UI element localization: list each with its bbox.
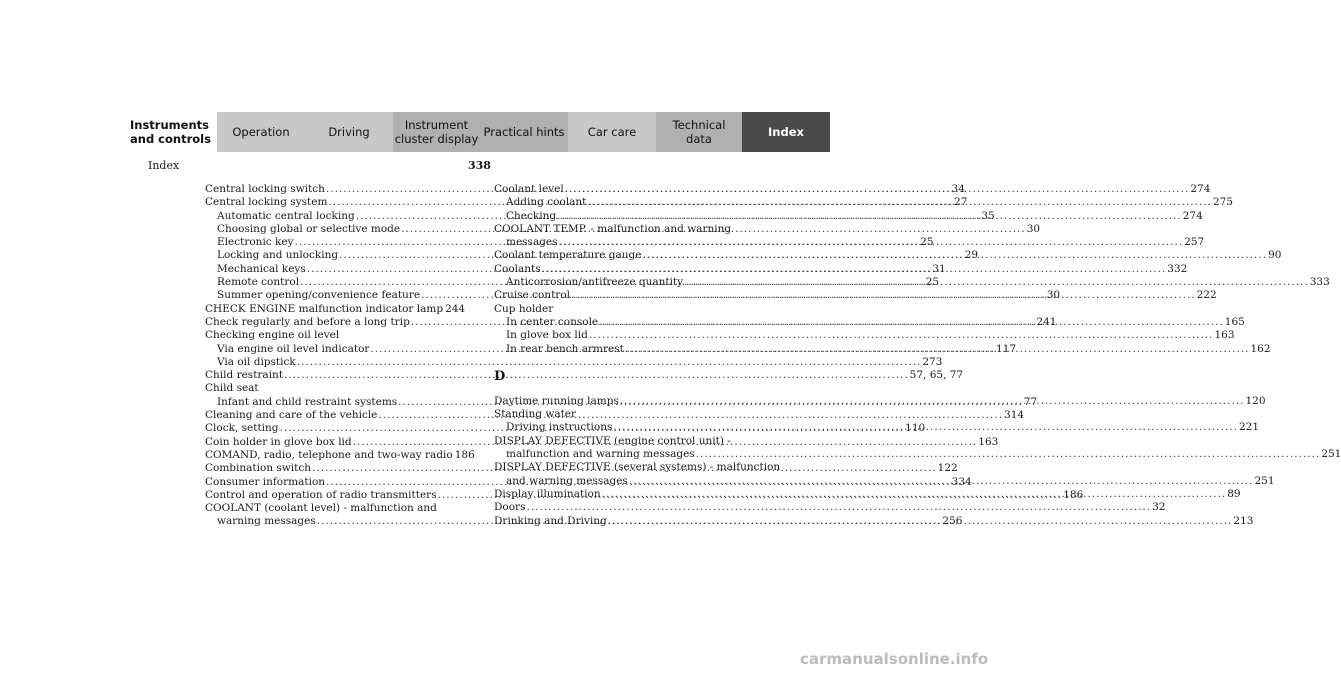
dot-leader	[696, 448, 1321, 461]
index-entry-page[interactable]: 163	[978, 435, 999, 448]
index-entry-page[interactable]: 89	[1227, 487, 1241, 500]
index-entry-text: Daytime running lamps	[494, 394, 619, 407]
index-entry-page[interactable]: 256	[942, 515, 963, 528]
index-entry-text: Via oil dipstick	[217, 355, 296, 368]
index-entry	[205, 302, 466, 316]
dot-leader	[629, 475, 1254, 488]
index-entry	[205, 369, 964, 382]
index-entry-page[interactable]: 275	[1212, 196, 1234, 209]
index-entry	[205, 355, 943, 369]
index-entry-text: Central locking switch	[205, 183, 325, 195]
index-entry-text: Coin holder in glove box lid	[205, 435, 352, 448]
dot-leader	[542, 263, 1167, 276]
index-entry-text: Child restraint	[205, 369, 284, 382]
tab-instruments-and-controls[interactable]: Instruments and controls	[128, 112, 217, 152]
index-entry-page[interactable]: 25	[925, 276, 940, 289]
dot-leader	[684, 276, 1309, 289]
index-entry-page[interactable]: 333	[1309, 276, 1330, 289]
index-entry-text: messages	[506, 236, 558, 249]
index-entry	[494, 329, 1235, 342]
index-entry-page[interactable]: 251	[1321, 448, 1341, 461]
dot-leader	[557, 210, 1182, 223]
index-entry-text: COOLANT TEMP. - malfunction and warning	[494, 222, 732, 235]
index-entry-page[interactable]: 29	[964, 249, 979, 262]
index-entry-text: Coolant level	[494, 183, 564, 195]
index-entry-text: Cruise control	[494, 289, 570, 302]
index-entry-text: Adding coolant	[506, 196, 587, 209]
index-entry-page[interactable]: 332	[1167, 262, 1188, 275]
index-entry-text: Clock, setting	[205, 422, 279, 435]
index-entry-page[interactable]: 57, 65, 77	[909, 369, 964, 382]
tab-practical-hints[interactable]: Practical hints	[480, 112, 568, 152]
watermark-text: carmanualsonline.info	[800, 650, 989, 668]
index-entry-text: In center console	[506, 315, 599, 328]
index-entry-page[interactable]: 122	[937, 462, 958, 475]
index-entry-page[interactable]: 221	[1238, 421, 1260, 434]
tab-technical-data[interactable]: Technical data	[656, 112, 742, 152]
index-entry-page[interactable]: 213	[1233, 514, 1254, 527]
index-entry	[205, 448, 475, 462]
index-entry-page[interactable]: 34	[951, 183, 965, 195]
index-entry-page[interactable]: 186	[454, 448, 475, 461]
index-entry-page[interactable]: 117	[996, 342, 1017, 355]
index-entry-text: malfunction and warning messages	[506, 448, 695, 461]
index-entry-page[interactable]: 222	[1196, 289, 1217, 302]
index-entry-page[interactable]: 251	[1254, 474, 1275, 487]
index-entry-text: Choosing global or selective mode	[217, 222, 401, 235]
index-entry-text: Doors	[494, 501, 526, 514]
index-entry-text: In glove box lid	[506, 329, 588, 342]
dot-leader	[559, 236, 1184, 249]
tab-driving[interactable]: Driving	[305, 112, 393, 152]
dot-leader	[587, 196, 1212, 209]
index-entry-text: COMAND, radio, telephone and two-way radio	[205, 448, 453, 461]
index-entry-page[interactable]: 241	[1036, 315, 1057, 328]
index-entry	[205, 502, 463, 515]
index-entry-page[interactable]: 274	[1190, 183, 1211, 195]
index-entry-page[interactable]: 163	[1214, 329, 1235, 342]
index-entry-page[interactable]: 162	[1250, 342, 1271, 355]
section-tab-bar	[128, 112, 830, 152]
index-entry-page[interactable]: 314	[1004, 409, 1025, 422]
dot-leader	[526, 501, 1151, 514]
dot-leader	[602, 488, 1227, 501]
index-entry-page[interactable]: 120	[1245, 394, 1266, 407]
tab-car-care[interactable]: Car care	[568, 112, 656, 152]
index-entry-text: Display illumination	[494, 487, 601, 500]
index-entry	[494, 435, 752, 448]
index-entry	[494, 501, 1166, 514]
index-entry-text: Anticorrosion/antifreeze quantity	[506, 276, 684, 289]
index-entry	[494, 448, 1341, 461]
index-entry-text: Remote control	[217, 276, 300, 289]
index-entry-text: Check regularly and before a long trip	[205, 315, 410, 328]
dot-leader	[608, 515, 1233, 528]
index-entry-text: Driving instructions	[506, 421, 613, 434]
index-entry	[205, 382, 463, 395]
dot-leader	[589, 329, 1214, 342]
section-title: Index	[148, 159, 180, 172]
index-entry	[494, 223, 752, 236]
index-entry-page[interactable]: 25	[920, 236, 934, 249]
index-entry	[205, 329, 463, 342]
index-entry	[494, 196, 1234, 209]
index-entry-page[interactable]: 244	[445, 302, 466, 315]
index-entry-page[interactable]: 274	[1182, 209, 1203, 222]
index-entry-text: Cleaning and care of the vehicle	[205, 409, 378, 422]
tab-operation[interactable]: Operation	[217, 112, 305, 152]
index-entry-text: Electronic key	[217, 236, 294, 249]
tab-index[interactable]: Index	[742, 112, 830, 152]
index-entry-page[interactable]: 334	[951, 475, 972, 488]
index-entry-text: In rear bench armrest	[506, 342, 624, 355]
tab-instrument-cluster-display[interactable]: Instrument cluster display	[393, 112, 480, 152]
index-entry-page[interactable]: 273	[922, 355, 943, 368]
index-entry-text: Central locking system	[205, 196, 328, 209]
index-entry-page[interactable]: 165	[1224, 315, 1245, 328]
index-entry-page[interactable]: 30	[1046, 289, 1061, 302]
index-entry-text: Locking and unlocking	[217, 249, 339, 262]
index-entry	[494, 408, 752, 421]
index-entry-text: Via engine oil level indicator	[217, 342, 370, 355]
index-entry-text: Coolants	[494, 262, 541, 275]
index-entry-page[interactable]: 31	[932, 262, 946, 275]
index-entry-page[interactable]: 186	[1063, 488, 1084, 501]
index-entry-text: Summer opening/convenience feature	[217, 289, 421, 302]
dot-leader	[642, 249, 1267, 262]
index-entry-page[interactable]: 30	[1026, 222, 1041, 235]
index-entry-text: Checking engine oil level	[205, 329, 340, 342]
index-entry-text: Cup holder	[494, 302, 554, 315]
index-entry-text: Combination switch	[205, 462, 312, 475]
dot-leader	[599, 316, 1224, 329]
index-entry-page[interactable]: 77	[1023, 395, 1038, 408]
index-entry-page[interactable]: 90	[1268, 249, 1282, 262]
dot-leader	[620, 395, 1245, 408]
index-entry-page[interactable]: 110	[905, 422, 926, 435]
index-entry-text: Consumer information	[205, 475, 326, 488]
index-letter-heading: D	[494, 368, 506, 384]
index-entry-page[interactable]: 27	[954, 196, 968, 209]
index-entry-text: Checking	[506, 209, 557, 222]
dot-leader	[565, 183, 1190, 196]
index-entry-text: Standing water	[494, 408, 577, 421]
dot-leader	[571, 289, 1196, 302]
index-entry-text: DISPLAY DEFECTIVE (several systems) - malfunction	[494, 461, 781, 474]
index-entry-text: Coolant temperature gauge	[494, 249, 642, 262]
index-entry-text: Infant and child restraint systems	[217, 395, 398, 408]
index-entry-text: CHECK ENGINE malfunction indicator lamp	[205, 302, 444, 315]
index-entry-text: Automatic central locking	[217, 209, 355, 222]
index-entry-text: Mechanical keys	[217, 262, 306, 275]
index-entry	[494, 303, 752, 316]
index-entry-text: DISPLAY DEFECTIVE (engine control unit) -	[494, 434, 731, 447]
index-entry-text: Drinking and Driving	[494, 514, 607, 527]
index-entry	[494, 461, 781, 474]
index-entry-text: warning messages	[217, 515, 316, 528]
index-entry-text: and warning messages	[506, 474, 628, 487]
dot-leader	[625, 343, 1250, 356]
page-number: 338	[468, 159, 491, 172]
dot-leader	[613, 421, 1238, 434]
index-entry	[494, 236, 1205, 249]
index-entry-page[interactable]: 35	[981, 209, 995, 222]
index-entry-text: COOLANT (coolant level) - malfunction and	[205, 502, 437, 515]
index-entry-text: Child seat	[205, 382, 259, 395]
index-entry-text: Control and operation of radio transmitters	[205, 488, 437, 501]
index-entry-page[interactable]: 32	[1152, 501, 1166, 514]
index-entry-page[interactable]: 257	[1184, 236, 1205, 249]
